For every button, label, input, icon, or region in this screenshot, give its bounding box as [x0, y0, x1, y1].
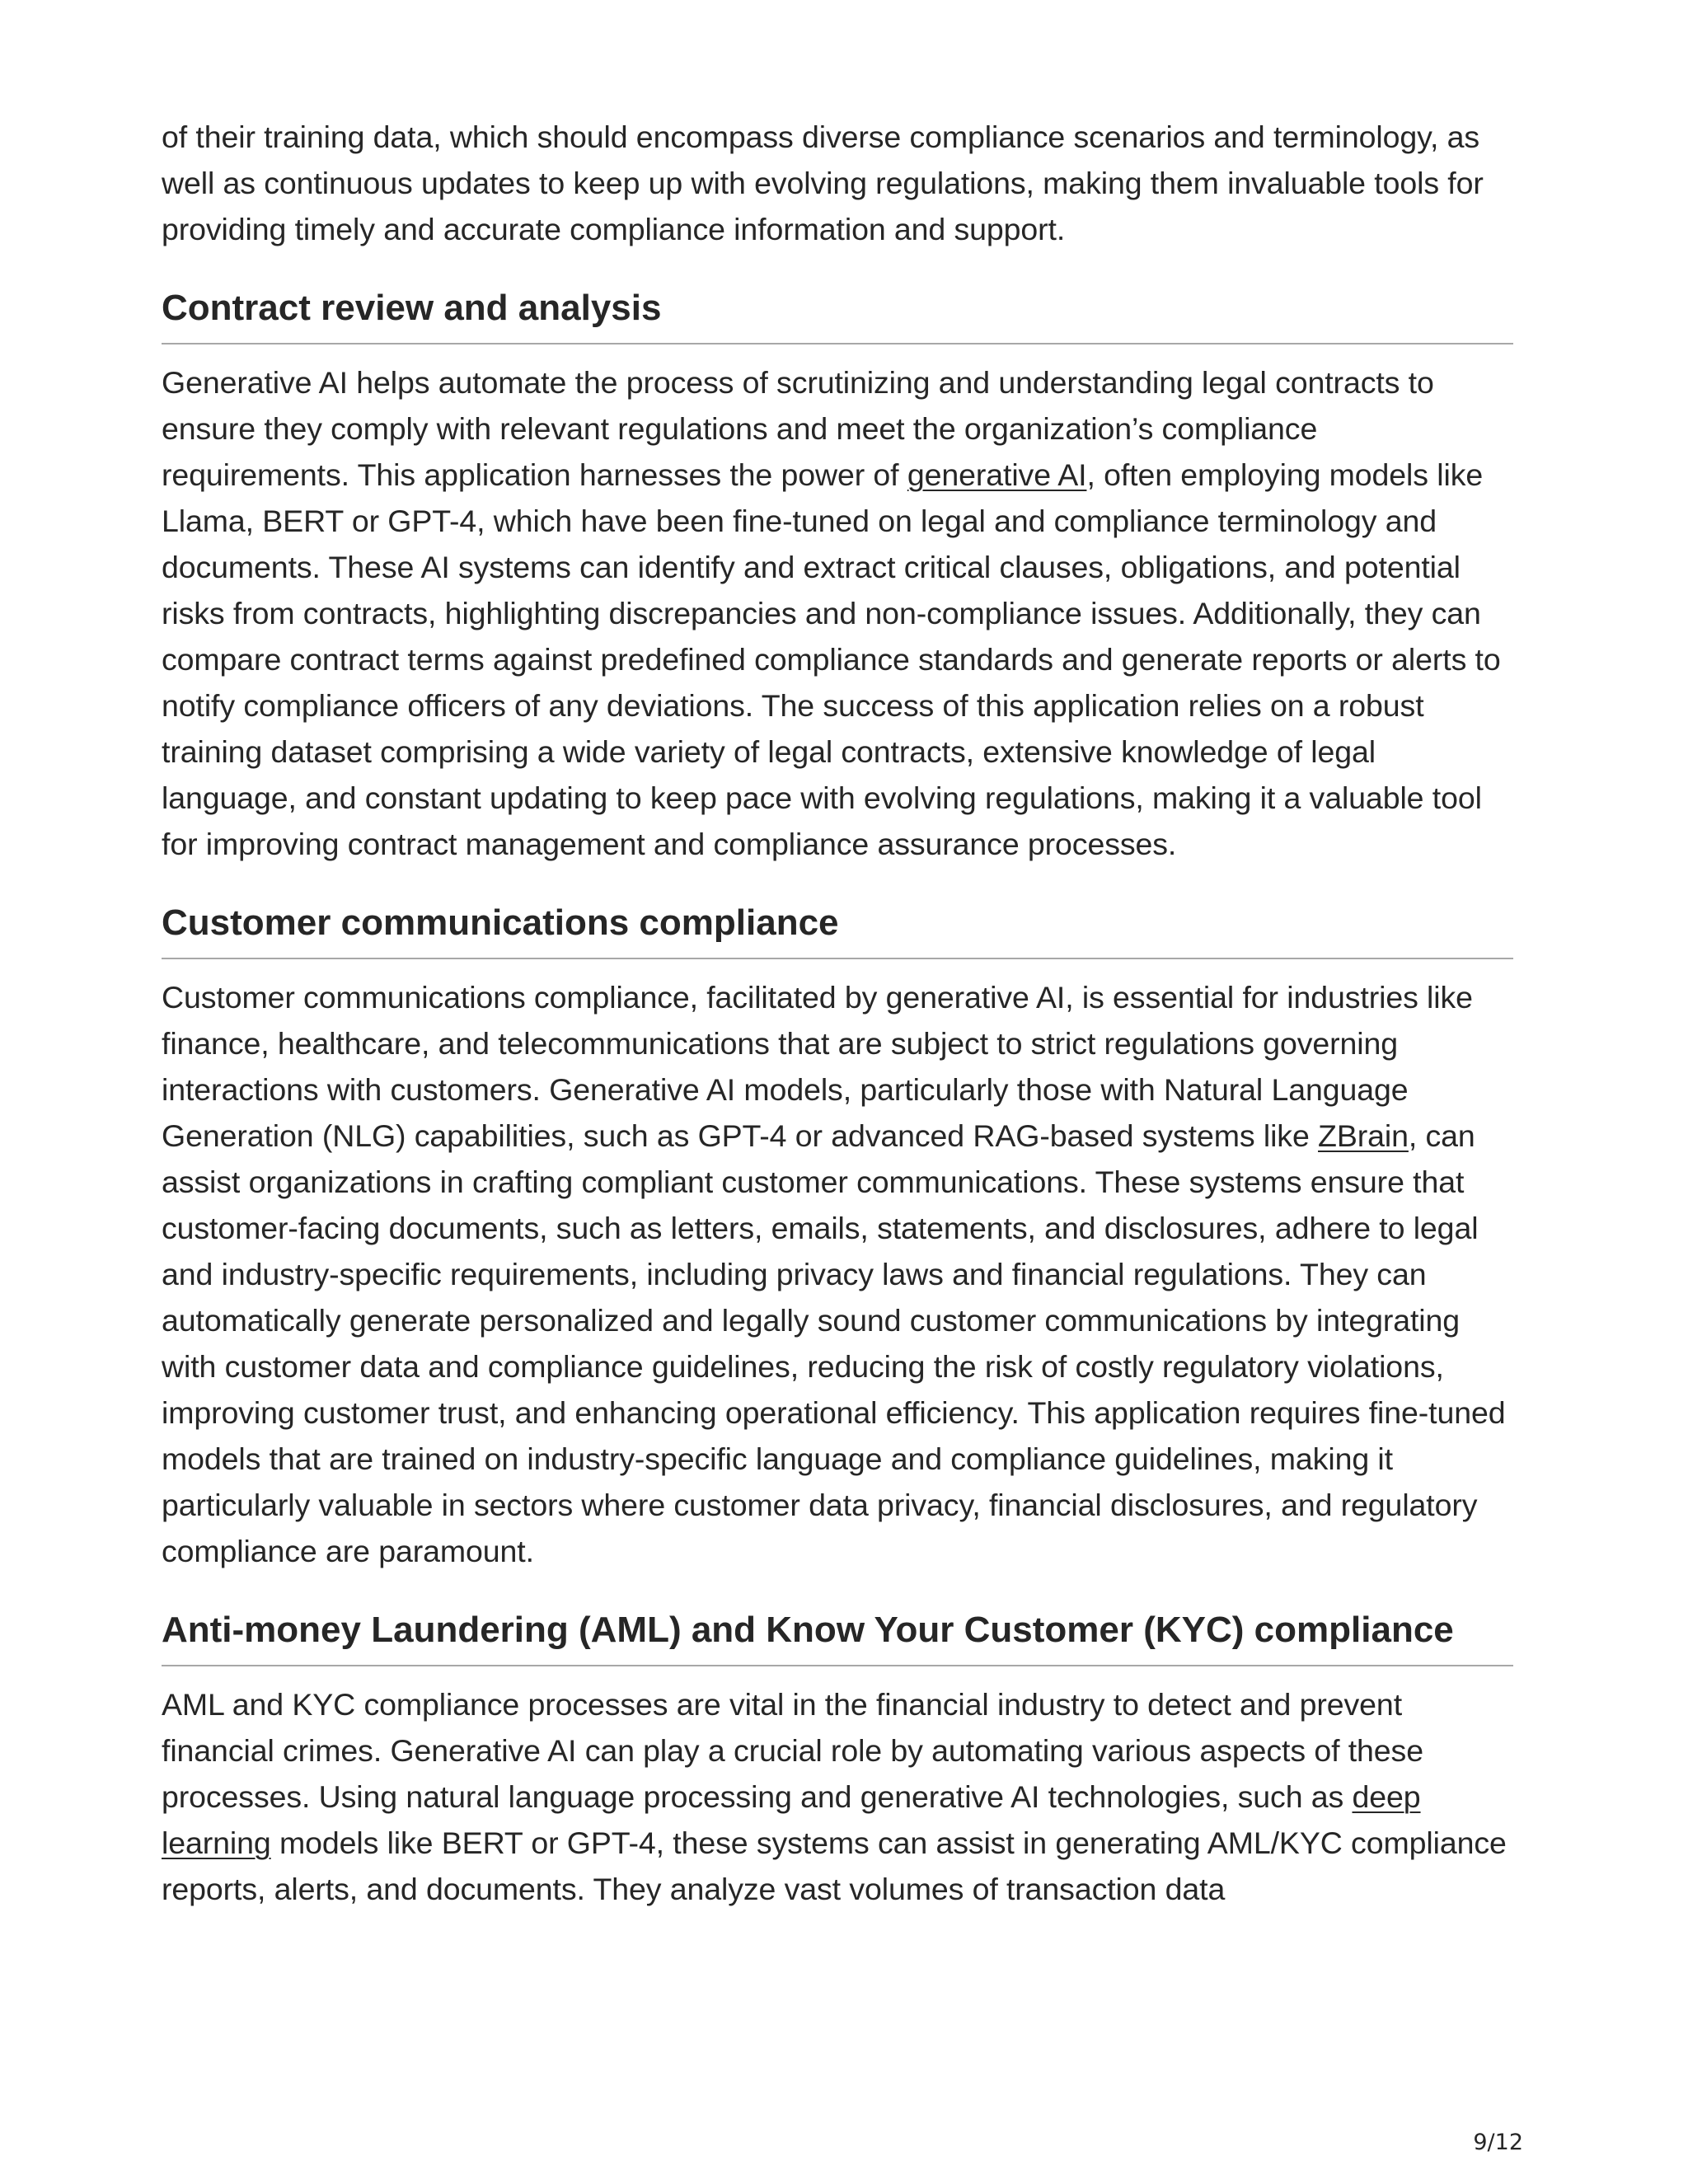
section-paragraph-aml-kyc — [162, 1681, 1513, 1912]
paragraph-text: models like BERT or GPT-4, these systems can assist in generating AML/KYC compliance reports, alerts, and documents. They analyze vast volumes of transaction data — [162, 1825, 1507, 1906]
section-paragraph-customer-communications — [162, 974, 1513, 1574]
section-paragraph-contract-review — [162, 359, 1513, 867]
article-content — [162, 114, 1513, 1945]
zbrain-link[interactable]: ZBrain — [1318, 1118, 1409, 1153]
paragraph-text: , often employing models like Llama, BERT or GPT-4, which have been fine-tuned on legal and compliance terminology and documents. These AI systems can identify and extract critical clauses, obligations, and potential risks from contracts, highlighting discrepancies and non-compliance issues. Additionally, they can compare contract terms against predefined compliance standards and generate reports or alerts to notify compliance officers of any deviations. The success of this application relies on a robust training dataset comprising a wide variety of legal contracts, extensive knowledge of legal language, and constant updating to keep pace with evolving regulations, making it a valuable tool for improving contract management and compliance assurance processes. — [162, 457, 1501, 861]
generative-ai-link[interactable]: generative AI — [907, 457, 1087, 492]
section-heading-aml-kyc: Anti-money Laundering (AML) and Know Your Customer (KYC) compliance — [162, 1607, 1513, 1666]
paragraph-text: AML and KYC compliance processes are vital in the financial industry to detect and prevent financial crimes. Generative AI can play a crucial role by automating various aspects of these processes. Using natural language processing and generative AI technologies, such as — [162, 1687, 1423, 1814]
section-heading-contract-review: Contract review and analysis — [162, 285, 1513, 344]
page-number: 9/12 — [1473, 2130, 1523, 2155]
deep-learning-link[interactable]: deep learning — [162, 1779, 1421, 1860]
intro-text: of their training data, which should encompass diverse compliance scenarios and terminology, as well as continuous updates to keep up with evolving regulations, making them invaluable tools for providing timely and accurate compliance information and support. — [162, 120, 1484, 246]
intro-paragraph — [162, 114, 1513, 252]
paragraph-text: , can assist organizations in crafting compliant customer communications. These systems ensure that customer-facing documents, such as letters, emails, statements, and disclosures, adhere to legal and industry-specific requirements, including privacy laws and financial regulations. They can automatically generate personalized and legally sound customer communications by integrating with customer data and compliance guidelines, reducing the risk of costly regulatory violations, improving customer trust, and enhancing operational efficiency. This application requires fine-tuned models that are trained on industry-specific language and compliance guidelines, making it particularly valuable in sectors where customer data privacy, financial disclosures, and regulatory compliance are paramount. — [162, 1118, 1506, 1568]
section-heading-customer-communications: Customer communications compliance — [162, 900, 1513, 959]
paragraph-text: Generative AI helps automate the process of scrutinizing and understanding legal contracts to ensure they comply with relevant regulations and meet the organization’s compliance requirements. This application harnesses the power of — [162, 365, 1434, 492]
paragraph-text: Customer communications compliance, facilitated by generative AI, is essential for industries like finance, healthcare, and telecommunications that are subject to strict regulations governing interactions with customers. Generative AI models, particularly those with Natural Language Generation (NLG) capabilities, such as GPT-4 or advanced RAG-based systems like — [162, 980, 1473, 1153]
